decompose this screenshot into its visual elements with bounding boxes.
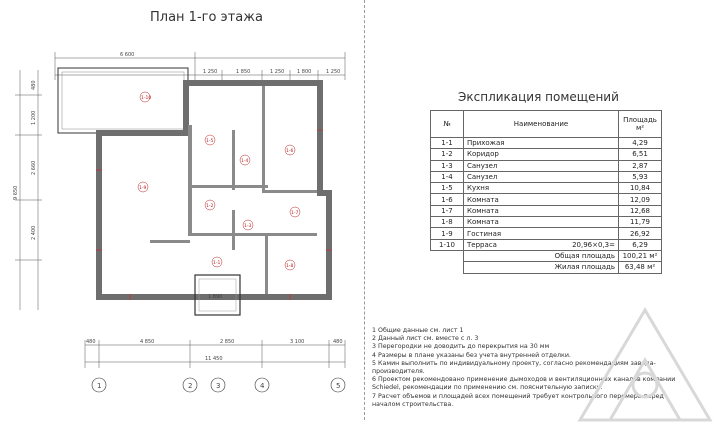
room-label-1-8: 1-8: [286, 264, 294, 269]
room-label-1-1: 1-1: [213, 261, 221, 266]
living-row: [431, 262, 662, 273]
plan-title: План 1-го этажа: [150, 10, 263, 25]
table-row: [431, 160, 662, 171]
header-area: Площадь м²: [619, 111, 662, 138]
room-label-1-9: 1-9: [139, 186, 147, 191]
dim-bottom-1: 480: [86, 339, 96, 345]
row-area: 6,51: [619, 149, 662, 160]
note-line: производителя.: [372, 368, 425, 376]
living-value: 63,48 м²: [619, 262, 662, 273]
room-label-1-5: 1-5: [206, 139, 214, 144]
row-num: 1-4: [431, 171, 464, 182]
row-num: 1-2: [431, 149, 464, 160]
row-area: 5,93: [619, 171, 662, 182]
table-row: [431, 239, 662, 250]
row-area: 26,92: [619, 228, 662, 239]
room-label-1-6: 1-6: [286, 149, 294, 154]
notes-block: [372, 327, 717, 409]
room-labels: [138, 92, 300, 270]
row-area: 12,68: [619, 205, 662, 216]
header-name: Наименование: [464, 111, 619, 138]
terrace-outline: [58, 68, 188, 133]
total-row: [431, 250, 662, 261]
axis-label-1: 1: [97, 382, 102, 390]
dim-top-4: 1 250: [270, 69, 285, 75]
dim-bottom-3: 2 850: [220, 339, 235, 345]
row-num: 1-3: [431, 160, 464, 171]
terrace-inner: [62, 72, 184, 129]
row-name: Комната: [464, 205, 619, 216]
dim-top-6: 1 250: [326, 69, 341, 75]
dim-top-2: 1 250: [203, 69, 218, 75]
row-name: Терраса: [467, 240, 497, 249]
room-label-1-3: 1-3: [244, 224, 252, 229]
explication-title: Экспликация помещений: [458, 90, 619, 104]
row-name: Кухня: [464, 183, 619, 194]
row-name: Санузел: [464, 160, 619, 171]
row-area: 4,29: [619, 138, 662, 149]
room-label-1-2: 1-2: [206, 204, 214, 209]
total-empty: [431, 250, 464, 261]
note-line: 2 Данный лист см. вместе с л. 3: [372, 335, 479, 343]
row-extra: 20,96×0,3=: [572, 240, 615, 249]
table-header-row: [431, 111, 662, 138]
note-line: 3 Перегородки не доводить до перекрытия на 30 мм: [372, 343, 550, 351]
floor-plan: [0, 0, 365, 420]
row-name: Санузел: [464, 171, 619, 182]
dim-left-1: 480: [31, 80, 37, 90]
note-line: 4 Размеры в плане указаны без учета внутренней отделки.: [372, 351, 571, 359]
dim-left-2: 1 200: [31, 110, 37, 125]
note-line: 7 Расчет объемов и площадей всех помещений требует контрольного перемера перед: [372, 392, 664, 400]
living-empty: [431, 262, 464, 273]
axis-label-4: 4: [260, 382, 265, 390]
table-row: [431, 171, 662, 182]
row-area: 10,84: [619, 183, 662, 194]
dim-top-1: 6 600: [120, 52, 135, 58]
table-row: [431, 149, 662, 160]
room-label-1-4: 1-4: [241, 159, 249, 164]
row-name: Комната: [464, 217, 619, 228]
row-num: 1-6: [431, 194, 464, 205]
row-area: 12,09: [619, 194, 662, 205]
row-num: 1-7: [431, 205, 464, 216]
note-line: началом строительства.: [372, 400, 454, 408]
row-area: 6,29: [619, 239, 662, 250]
row-num: 1-5: [431, 183, 464, 194]
dim-bottom-5: 480: [333, 339, 343, 345]
note-line: 6 Проектом рекомендовано применение дымоходов и вентиляционных каналов компании: [372, 376, 676, 384]
row-name: Гостиная: [464, 228, 619, 239]
row-name-cell: [464, 239, 619, 250]
room-label-1-7: 1-7: [291, 211, 299, 216]
total-value: 100,21 м²: [619, 250, 662, 261]
row-name: Комната: [464, 194, 619, 205]
explication-table: [430, 110, 662, 274]
table-row: [431, 138, 662, 149]
row-name: Прихожая: [464, 138, 619, 149]
interior-walls: [150, 86, 317, 294]
living-label: Жилая площадь: [464, 262, 619, 273]
header-num: №: [431, 111, 464, 138]
dim-bottom-total: 11 450: [205, 356, 223, 362]
left-dimension-lines: [15, 70, 42, 310]
row-num: 1-10: [431, 239, 464, 250]
table-row: [431, 194, 662, 205]
dim-top-3: 1 850: [236, 69, 251, 75]
axis-label-5: 5: [336, 382, 341, 390]
top-dimension-lines: [55, 52, 345, 80]
room-label-1-10: 1-10: [141, 96, 152, 101]
note-line: Schiedel, рекомендации по применению см. пояснительную записку.: [372, 384, 603, 392]
total-label: Общая площадь: [464, 250, 619, 261]
row-area: 11,79: [619, 217, 662, 228]
note-line: 5 Камин выполнить по индивидуальному проекту, согласно рекомендациям завода-: [372, 359, 656, 367]
explication-body: [431, 138, 662, 274]
dim-bottom-4: 3 100: [290, 339, 305, 345]
dim-bottom-2: 4 850: [140, 339, 155, 345]
axis-label-3: 3: [216, 382, 221, 390]
dim-left-3: 2 660: [31, 160, 37, 175]
table-row: [431, 217, 662, 228]
note-line: 1 Общие данные см. лист 1: [372, 327, 464, 334]
entry-dim: 1 890: [208, 294, 223, 300]
dim-top-5: 1 800: [297, 69, 312, 75]
dim-left-total: 9 650: [13, 185, 19, 200]
table-row: [431, 183, 662, 194]
row-name: Коридор: [464, 149, 619, 160]
table-row: [431, 205, 662, 216]
table-row: [431, 228, 662, 239]
dim-left-4: 2 400: [31, 225, 37, 240]
row-num: 1-1: [431, 138, 464, 149]
row-num: 1-8: [431, 217, 464, 228]
row-num: 1-9: [431, 228, 464, 239]
row-area: 2,87: [619, 160, 662, 171]
bottom-dimension-lines: [85, 340, 345, 368]
axis-label-2: 2: [188, 382, 193, 390]
